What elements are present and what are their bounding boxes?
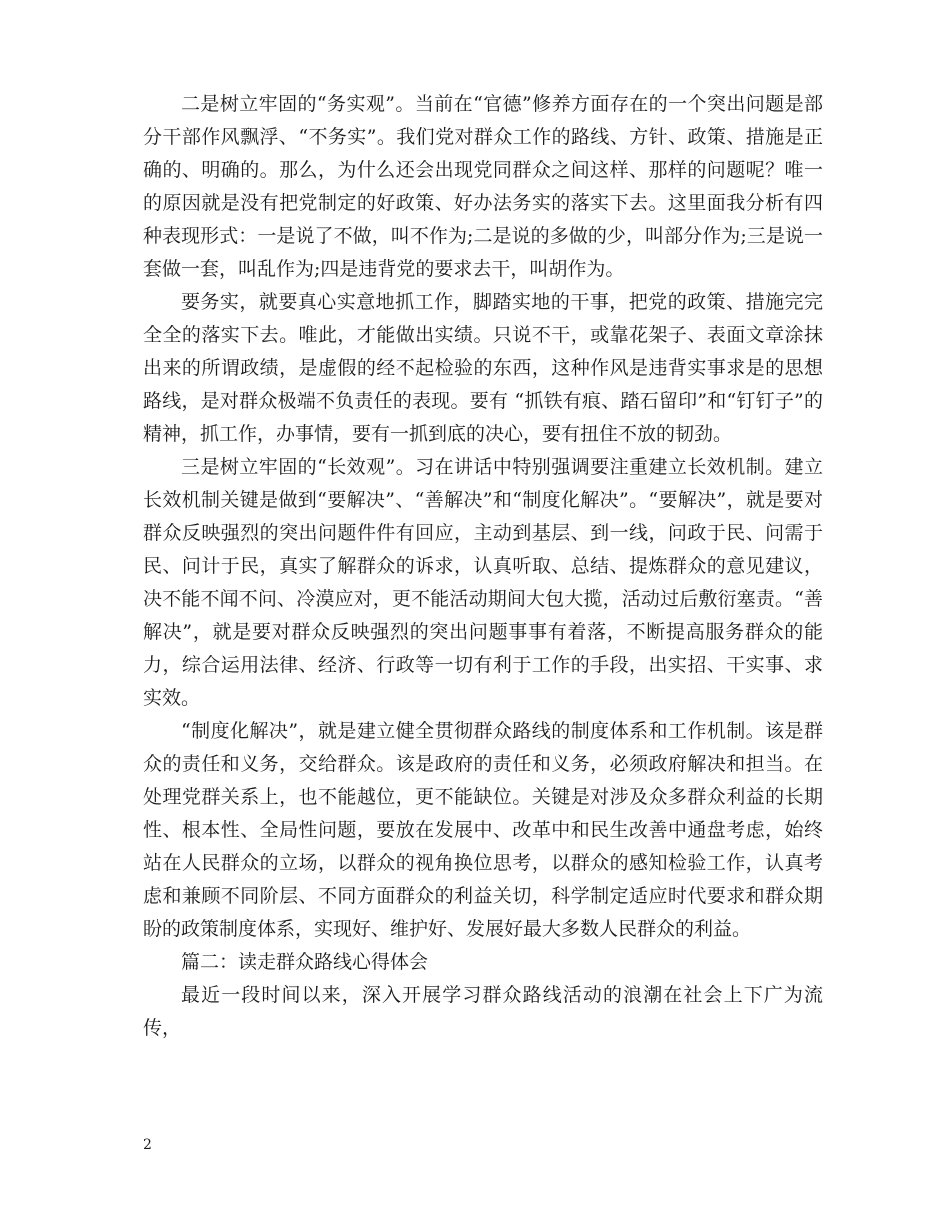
paragraph-be-practical: 要务实，就要真心实意地抓工作，脚踏实地的干事，把党的政策、措施完完全全的落实下去。唯此，才能做出实绩。只说不干，或靠花架子、表面文章涂抹出来的所谓政绩，是虚假的经不起检验的东西，这种作风是违背实事求是的思想路线，是对群众极端不负责任的表现。要有 “抓铁有痕、踏石留印”和“钉钉子”的精神，抓工作，办事情，要有一抓到底的决心，要有扭住不放的韧劲。 bbox=[143, 291, 823, 445]
section-heading: 篇二：读走群众路线心得体会 bbox=[181, 951, 429, 973]
paragraph-section-intro: 最近一段时间以来，深入开展学习群众路线活动的浪潮在社会上下广为流传， bbox=[143, 984, 823, 1039]
document-body bbox=[143, 88, 823, 1045]
paragraph-pragmatism: 二是树立牢固的“务实观”。当前在“官德”修养方面存在的一个突出问题是部分干部作风飘浮、“不务实”。我们党对群众工作的路线、方针、政策、措施是正确的、明确的。那么，为什么还会出现党同群众之间这样、那样的问题呢？唯一的原因就是没有把党制定的好政策、好办法务实的落实下去。这里面我分析有四种表现形式：一是说了不做，叫不作为;二是说的多做的少，叫部分作为;三是说一套做一套，叫乱作为;四是违背党的要求去干，叫胡作为。 bbox=[143, 93, 823, 280]
page-number: 2 bbox=[143, 1137, 152, 1153]
paragraph-institutional-solution: “制度化解决”，就是建立健全贯彻群众路线的制度体系和工作机制。该是群众的责任和义务，交给群众。该是政府的责任和义务，必须政府解决和担当。在处理党群关系上，也不能越位，更不能缺位。关键是对涉及众多群众利益的长期性、根本性、全局性问题，要放在发展中、改革中和民生改善中通盘考虑，始终站在人民群众的立场，以群众的视角换位思考，以群众的感知检验工作，认真考虑和兼顾不同阶层、不同方面群众的利益关切，科学制定适应时代要求和群众期盼的政策制度体系，实现好、维护好、发展好最大多数人民群众的利益。 bbox=[143, 720, 823, 940]
paragraph-long-term-mechanism: 三是树立牢固的“长效观”。习在讲话中特别强调要注重建立长效机制。建立长效机制关键是做到“要解决”、“善解决”和“制度化解决”。“要解决”，就是要对群众反映强烈的突出问题件件有回应，主动到基层、到一线，问政于民、问需于民、问计于民，真实了解群众的诉求，认真听取、总结、提炼群众的意见建议，决不能不闻不问、冷漠应对，更不能活动期间大包大揽，活动过后敷衍塞责。“善解决”，就是要对群众反映强烈的突出问题事事有着落，不断提高服务群众的能力，综合运用法律、经济、行政等一切有利于工作的手段，出实招、干实事、求实效。 bbox=[143, 456, 823, 709]
